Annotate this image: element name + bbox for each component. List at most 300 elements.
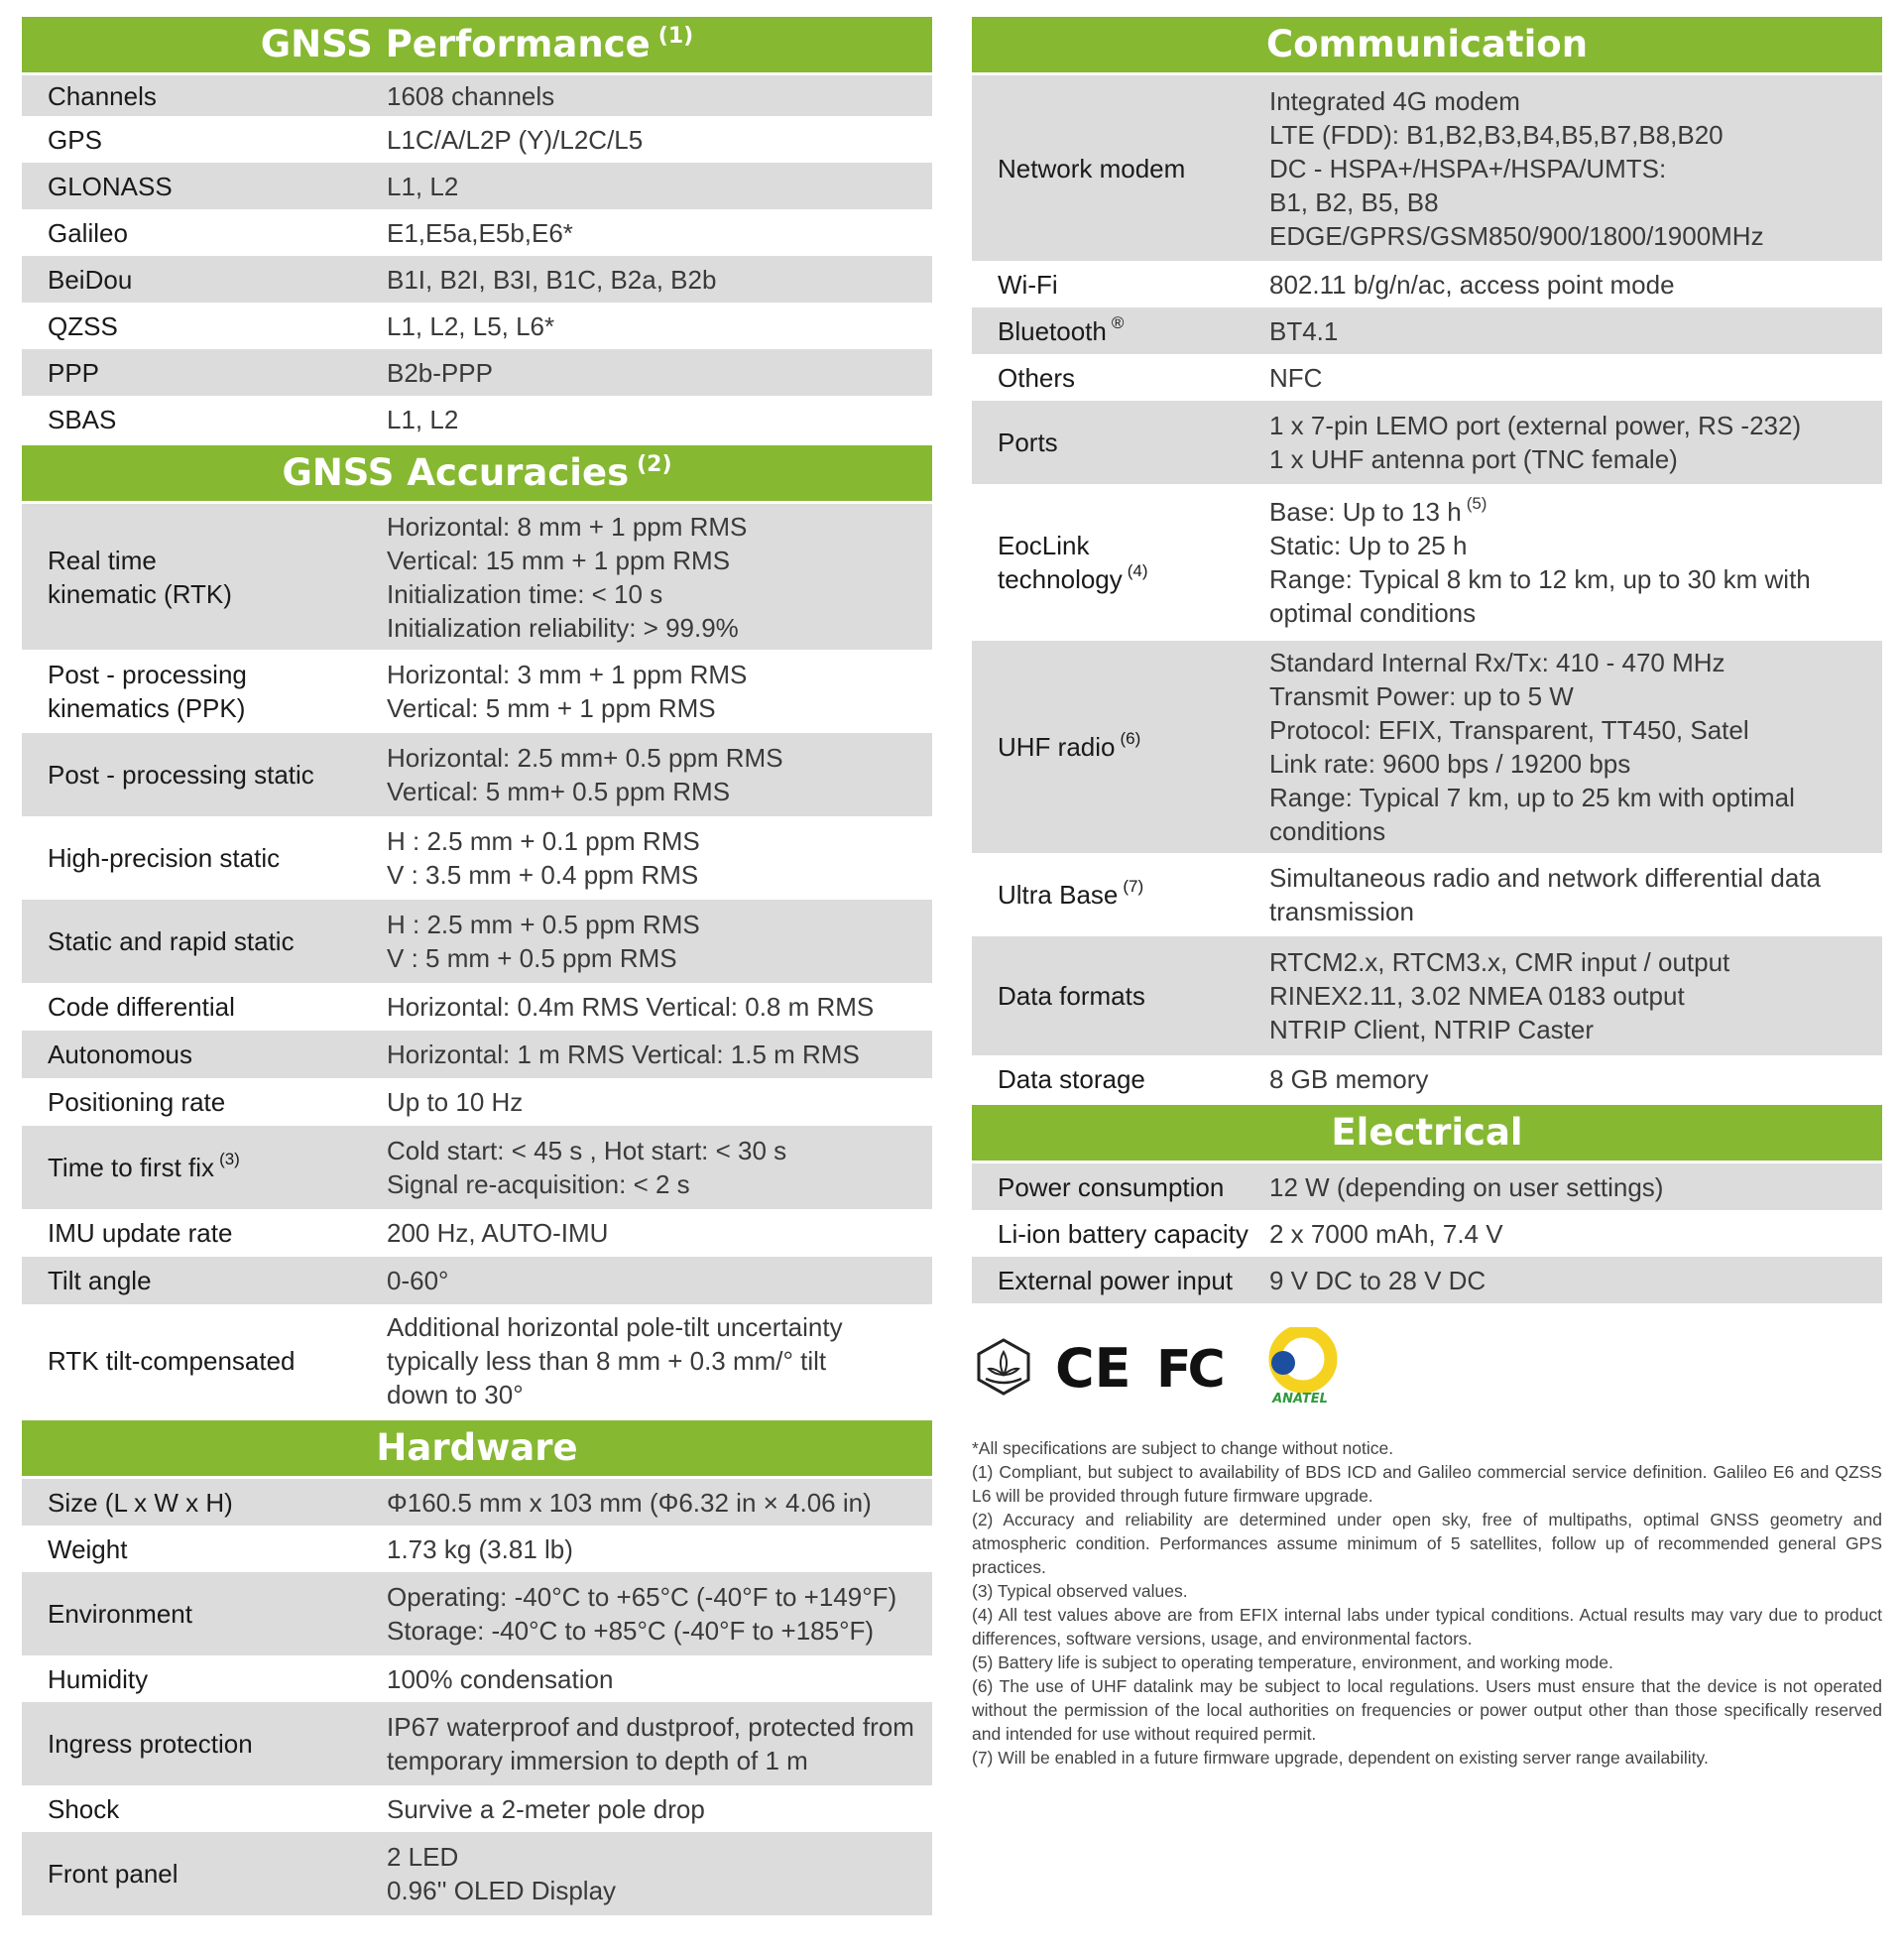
spec-label-text: RTK tilt-compensated [48,1346,296,1376]
spec-value [367,1486,932,1520]
footnote: *All specifications are subject to change without notice. [972,1438,1394,1458]
spec-row [22,733,932,816]
spec-value-line [1269,979,1876,1013]
footnote: (6) The use of UHF datalink may be subject to local regulations. Users must ensure that the device is not operated without the permission of the local authorities on frequencies or power output other than those specifically reserved and intended for use without required permit. [972,1676,1882,1744]
ce-mark-icon [1055,1337,1134,1402]
spec-label-line: EocLink [998,531,1090,560]
spec-value [367,79,932,113]
spec-value-text: Horizontal: 1 m RMS Vertical: 1.5 m RMS [387,1039,860,1069]
spec-value [1250,1062,1882,1096]
spec-value-text: Φ160.5 mm x 103 mm (Φ6.32 in × 4.06 in) [387,1487,872,1518]
spec-value-line [387,1310,926,1344]
spec-value-text: B1I, B2I, B3I, B1C, B2a, B2b [387,264,717,295]
section-header [972,1105,1882,1161]
spec-value [367,1216,932,1250]
spec-value-text: Range: Typical 8 km to 12 km, up to 30 km with [1269,564,1811,594]
spec-value-text: NTRIP Client, NTRIP Caster [1269,1015,1595,1044]
spec-value-line [1269,596,1876,630]
spec-value-line [1269,679,1876,713]
spec-label [22,170,367,203]
spec-label [22,1085,367,1119]
spec-value [367,1580,932,1648]
fcc-logo-icon [1156,1337,1240,1402]
spec-label-text: Environment [48,1599,192,1629]
spec-value-text: Operating: -40°C to +65°C (-40°F to +149°F) [387,1582,897,1612]
spec-value-text: temporary immersion to depth of 1 m [387,1746,808,1775]
spec-value-text: NFC [1269,362,1323,393]
spec-label-line: Post - processing [48,660,247,689]
spec-value-line [387,858,926,892]
spec-value-text: H : 2.5 mm + 0.5 ppm RMS [387,910,700,939]
spec-value-text: 200 Hz, AUTO-IMU [387,1218,609,1248]
spec-value-text: Up to 10 Hz [387,1087,524,1117]
spec-value-line [1269,1013,1876,1046]
spec-value-line [1269,118,1876,152]
spec-value [367,741,932,808]
spec-value-line [387,1874,926,1907]
spec-label [22,1597,367,1631]
spec-value [367,824,932,892]
spec-label-text: UHF radio [998,732,1116,762]
spec-value-line [387,658,926,691]
spec-value [1250,409,1882,476]
spec-value-text: H : 2.5 mm + 0.1 ppm RMS [387,826,700,856]
spec-label [972,730,1250,764]
spec-value-line [387,941,926,975]
spec-label-text: IMU update rate [48,1218,233,1248]
spec-value-line [387,1580,926,1614]
spec-value-text: L1C/A/L2P (Y)/L2C/L5 [387,124,644,155]
section-title: Hardware [376,1426,578,1469]
spec-value-text: 1 x UHF antenna port (TNC female) [1269,444,1678,474]
spec-label [22,1264,367,1297]
spec-value-text: 9 V DC to 28 V DC [1269,1265,1487,1295]
spec-label [22,1857,367,1891]
section-title: Electrical [1331,1111,1523,1154]
spec-value-text: 8 GB memory [1269,1063,1429,1094]
spec-row [22,1526,932,1572]
spec-value-text: LTE (FDD): B1,B2,B3,B4,B5,B7,B8,B20 [1269,119,1724,150]
spec-label-text: Size (L x W x H) [48,1487,233,1518]
spec-label [972,361,1250,395]
spec-label-text: Positioning rate [48,1087,226,1117]
spec-row [22,504,932,650]
spec-row [22,1257,932,1304]
spec-row [22,163,932,209]
spec-label [22,1344,367,1378]
ce-mark-text: CE [1055,1336,1131,1397]
spec-value [367,1710,932,1777]
spec-value-line [387,1167,926,1201]
footnote: (3) Typical observed values. [972,1581,1188,1601]
spec-value-text: Transmit Power: up to 5 W [1269,681,1574,711]
spec-value-text: Horizontal: 0.4m RMS Vertical: 0.8 m RMS [387,992,875,1022]
spec-row [22,1572,932,1655]
spec-value [367,510,932,645]
spec-row [22,1479,932,1526]
spec-value-line [1269,185,1876,219]
spec-row [22,75,932,116]
spec-value-text: 100% condensation [387,1663,614,1694]
spec-label [972,1170,1250,1204]
spec-label [972,152,1250,185]
footnote-ref: (4) [1127,561,1148,580]
spec-label [22,1532,367,1566]
spec-row [22,1209,932,1257]
section-gnss-accuracies [22,445,932,1417]
spec-value-line [387,691,926,725]
section-header [22,17,932,72]
spec-value-line [387,908,926,941]
spec-label [22,990,367,1024]
spec-value-line [387,544,926,577]
footnote: (5) Battery life is subject to operating temperature, environment, and working mode. [972,1652,1613,1672]
spec-row [22,1702,932,1785]
spec-label-text: Static and rapid static [48,926,295,956]
spec-row [972,936,1882,1055]
spec-value-text: 2 x 7000 mAh, 7.4 V [1269,1218,1503,1249]
spec-value [367,356,932,390]
spec-value-line [1269,409,1876,442]
spec-value-line [387,775,926,808]
spec-label-text: QZSS [48,310,118,341]
section-title: GNSS Accuracies [282,451,630,494]
spec-value-text: B1, B2, B5, B8 [1269,186,1439,217]
spec-value-text: B2b-PPP [387,357,493,388]
spec-value-text: EDGE/GPRS/GSM850/900/1800/1900MHz [1269,220,1764,251]
footnotes [972,1436,1882,1770]
spec-value-line [387,1378,926,1411]
spec-value [1250,268,1882,302]
spec-value [367,309,932,343]
spec-value-text: Integrated 4G modem [1269,85,1520,116]
spec-value-line [1269,529,1876,562]
spec-row [972,641,1882,853]
spec-row [22,900,932,983]
spec-value-line [1269,861,1876,895]
spec-value-text: Horizontal: 2.5 mm+ 0.5 ppm RMS [387,743,783,773]
spec-label-text: GPS [48,124,102,155]
spec-row [972,484,1882,641]
spec-row [22,1304,932,1417]
spec-value-text: transmission [1269,897,1414,926]
spec-value-text: 0-60° [387,1266,449,1295]
spec-value-text: BT4.1 [1269,315,1339,346]
spec-value-text: V : 3.5 mm + 0.4 ppm RMS [387,860,699,890]
spec-value-text: L1, L2 [387,171,459,201]
spec-label [972,1264,1250,1297]
anatel-logo-icon [1261,1327,1339,1411]
anatel-blue-dot [1271,1351,1295,1375]
spec-label-text: Ports [998,428,1058,457]
spec-label [22,924,367,958]
spec-value-text: Storage: -40°C to +85°C (-40°F to +185°F) [387,1616,875,1646]
spec-value [367,1038,932,1071]
spec-label-text: Li-ion battery capacity [998,1218,1249,1249]
spec-row [22,983,932,1031]
spec-value-text: Survive a 2-meter pole drop [387,1793,705,1824]
spec-label-text: Tilt angle [48,1266,152,1295]
spec-value-text: Protocol: EFIX, Transparent, TT450, Satel [1269,715,1749,745]
section-header [22,445,932,501]
spec-label [22,1662,367,1696]
section-header [22,1420,932,1476]
anatel-logo-text: ANATEL [1272,1391,1328,1406]
spec-label-line: Real time [48,545,157,575]
spec-value-line [1269,945,1876,979]
spec-value-text: Horizontal: 8 mm + 1 ppm RMS [387,511,748,542]
spec-value-text: Static: Up to 25 h [1269,531,1468,560]
spec-value-text: Initialization time: < 10 s [387,578,663,609]
spec-value [367,1264,932,1297]
spec-value-line [1269,781,1876,814]
footnote-ref: (2) [637,452,672,477]
spec-label [972,1217,1250,1251]
spec-row [22,303,932,349]
section-hardware [22,1420,932,1915]
spec-value-text: typically less than 8 mm + 0.3 mm/° tilt [387,1346,827,1376]
right-column [972,14,1882,1770]
spec-value [367,1792,932,1826]
section-gnss-performance [22,17,932,442]
spec-row [22,1126,932,1209]
left-column [22,14,932,1915]
spec-label-text: Shock [48,1793,120,1824]
spec-value-text: Initialization reliability: > 99.9% [387,612,739,643]
spec-value-line [1269,152,1876,185]
spec-label [22,263,367,297]
footnote: (2) Accuracy and reliability are determined under open sky, free of multipaths, optimal GNSS geometry and atmospheric condition. Performances assume minimum of 5 satellites, follow up of recommended general GPS practices. [972,1510,1882,1577]
section-title: GNSS Performance [260,23,651,65]
spec-label-text: Ultra Base [998,880,1119,910]
spec-row [972,1210,1882,1257]
spec-label-text: Bluetooth [998,315,1107,346]
spec-value-text: E1,E5a,E5b,E6* [387,217,573,248]
spec-value-line [387,1710,926,1744]
spec-value-line [387,611,926,645]
spec-value-text: Link rate: 9600 bps / 19200 bps [1269,749,1631,779]
spec-value-text: 1 x 7-pin LEMO port (external power, RS -232) [1269,411,1802,440]
spec-value-text: optimal conditions [1269,598,1477,628]
spec-value-text: V : 5 mm + 0.5 ppm RMS [387,943,677,973]
spec-label-line-wrap [998,562,1250,596]
spec-row [972,1055,1882,1102]
spec-row [972,1257,1882,1303]
spec-row [22,650,932,733]
spec-value-text: L1, L2 [387,404,459,434]
spec-label [972,979,1250,1013]
footnote: (1) Compliant, but subject to availability of BDS ICD and Galileo commercial service definition. Galileo E6 and QZSS L6 will be provided through future firmware upgrade. [972,1462,1882,1506]
spec-label-text: Data formats [998,981,1145,1011]
spec-label [22,356,367,390]
spec-row [22,1832,932,1915]
spec-label [22,1216,367,1250]
spec-label-text: BeiDou [48,264,133,295]
spec-value [367,908,932,975]
spec-value-line [1269,219,1876,253]
footnote-ref: (6) [1120,729,1141,748]
spec-value-line [1269,562,1876,596]
spec-row [22,349,932,396]
spec-value-text: DC - HSPA+/HSPA+/HSPA/UMTS: [1269,153,1667,183]
spec-value [367,216,932,250]
spec-label [972,268,1250,302]
section-title: Communication [1265,23,1589,65]
spec-value-line [387,1840,926,1874]
certification-logos [972,1323,1882,1414]
spec-row [972,75,1882,261]
spec-value [1250,495,1882,630]
spec-label [22,123,367,157]
spec-value-text: Simultaneous radio and network differential data [1269,863,1821,893]
spec-value-line [387,1744,926,1777]
spec-value-text: Vertical: 15 mm + 1 ppm RMS [387,545,731,575]
spec-label-text: Channels [48,80,157,111]
spec-label-line: kinematic (RTK) [48,578,232,609]
spec-value [1250,84,1882,253]
spec-row [972,1163,1882,1210]
spec-label [22,1486,367,1520]
spec-value-text: 2 LED [387,1842,459,1872]
spec-value [367,1662,932,1696]
spec-value-text: Vertical: 5 mm+ 0.5 ppm RMS [387,777,731,806]
spec-row [972,401,1882,484]
spec-value-line [1269,713,1876,747]
spec-label [22,1151,367,1184]
spec-label-text: Weight [48,1533,128,1564]
spec-value-text: Horizontal: 3 mm + 1 ppm RMS [387,660,748,689]
spec-value-text: down to 30° [387,1380,524,1409]
spec-label-text: Post - processing static [48,760,314,790]
spec-value-text: Vertical: 5 mm + 1 ppm RMS [387,693,716,723]
spec-label [22,1038,367,1071]
spec-label [22,1792,367,1826]
spec-value-text: RTCM2.x, RTCM3.x, CMR input / output [1269,947,1730,977]
spec-row [22,396,932,442]
spec-label [22,758,367,792]
spec-value [1250,361,1882,395]
spec-value-line [1269,895,1876,928]
spec-label-text: GLONASS [48,171,173,201]
spec-value-text: IP67 waterproof and dustproof, protected from [387,1712,914,1742]
spec-row [22,256,932,303]
spec-value [1250,1170,1882,1204]
spec-value [367,1310,932,1411]
spec-label-text: Front panel [48,1859,178,1889]
spec-row [22,1655,932,1702]
spec-label [22,1727,367,1761]
spec-label [22,841,367,875]
spec-value [1250,1217,1882,1251]
spec-row [972,853,1882,936]
spec-value-text: 12 W (depending on user settings) [1269,1171,1664,1202]
fcc-logo-text: FC [1156,1339,1222,1397]
spec-value [1250,314,1882,348]
spec-label-line: kinematics (PPK) [48,693,246,723]
ukca-logo-icon [974,1337,1033,1402]
spec-label-text: Others [998,362,1076,393]
spec-row [22,1078,932,1126]
spec-value [1250,945,1882,1046]
spec-value-line [1269,646,1876,679]
spec-value-line [387,577,926,611]
spec-label-text: Network modem [998,153,1186,183]
spec-value [1250,646,1882,848]
spec-value-text: 0.96'' OLED Display [387,1876,617,1905]
spec-label [972,1062,1250,1096]
spec-value [367,1134,932,1201]
spec-value-text: 1608 channels [387,80,555,111]
footnote: (7) Will be enabled in a future firmware upgrade, dependent on existing server range availability. [972,1748,1709,1768]
spec-value [1250,1264,1882,1297]
spec-value-text: L1, L2, L5, L6* [387,310,555,341]
spec-value-line [1269,84,1876,118]
spec-label-text: Galileo [48,217,128,248]
spec-label-text: Power consumption [998,1171,1225,1202]
spec-label-text: Autonomous [48,1039,192,1069]
spec-value-line [1269,495,1876,529]
footnote-ref: (3) [219,1150,240,1168]
spec-value-text: 802.11 b/g/n/ac, access point mode [1269,269,1675,300]
footnote: (4) All test values above are from EFIX internal labs under typical conditions. Actual results may vary due to product differences, software versions, usage, and environmental factors. [972,1605,1882,1649]
spec-label-line: technology [998,564,1123,594]
spec-label [972,314,1250,348]
spec-label [972,878,1250,912]
spec-value [1250,861,1882,928]
spec-row [972,261,1882,307]
spec-label [972,426,1250,459]
spec-value-line [387,1134,926,1167]
section-header [972,17,1882,72]
spec-label-text: Data storage [998,1063,1145,1094]
spec-row [22,209,932,256]
spec-value-line [387,741,926,775]
footnote-ref: ® [1111,312,1125,332]
spec-value-text: 1.73 kg (3.81 lb) [387,1533,573,1564]
spec-value [367,1840,932,1907]
spec-value-text: Additional horizontal pole-tilt uncertainty [387,1312,843,1342]
spec-label-text: Code differential [48,992,235,1022]
footnote-ref: (5) [1466,494,1488,513]
spec-value [367,170,932,203]
spec-row [22,1031,932,1078]
spec-value [367,123,932,157]
spec-label [22,309,367,343]
spec-value-line [387,1344,926,1378]
spec-value-text: Cold start: < 45 s , Hot start: < 30 s [387,1136,787,1165]
spec-value [367,1085,932,1119]
footnote-ref: (1) [657,24,694,49]
spec-value [367,263,932,297]
spec-label [22,544,367,611]
section-communication [972,17,1882,1102]
spec-row [972,354,1882,401]
spec-value-line [1269,814,1876,848]
spec-row [22,816,932,900]
spec-value-line [387,1614,926,1648]
spec-value-text: RINEX2.11, 3.02 NMEA 0183 output [1269,981,1685,1011]
spec-label-text: Ingress protection [48,1729,253,1759]
spec-label-text: High-precision static [48,843,281,873]
spec-value [367,658,932,725]
spec-label-text: SBAS [48,404,117,434]
spec-label [22,216,367,250]
spec-value-line [1269,442,1876,476]
spec-value [367,990,932,1024]
spec-value-text: Standard Internal Rx/Tx: 410 - 470 MHz [1269,648,1726,677]
spec-row [22,1785,932,1832]
spec-value [367,403,932,436]
